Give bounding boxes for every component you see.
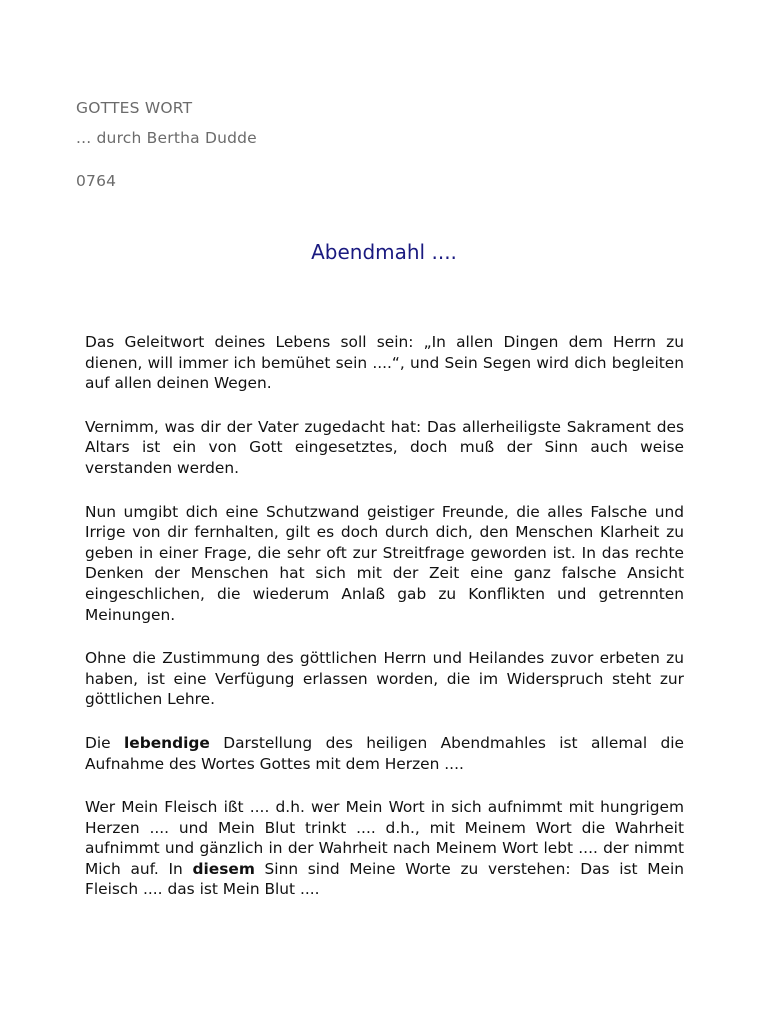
header-title: GOTTES WORT xyxy=(76,99,193,117)
paragraph-6-text-start: Wer Mein Fleisch ißt .... d.h. wer Mein Wort in sich aufnimmt mit hungrigem Herzen .... und Mein Blut trinkt .... d.h., mit Meinem Wort die Wahrheit aufnimmt und gänzlich in der Wahrheit nach Meinem Wort lebt .... der nimmt Mich auf. In xyxy=(85,798,684,878)
paragraph-2: Vernimm, was dir der Vater zugedacht hat: Das allerheiligste Sakrament des Altars ist ein von Gott eingesetztes, doch muß der Sinn auch weise verstanden werden. xyxy=(85,417,684,477)
paragraph-5 xyxy=(85,733,684,774)
paragraph-6-emphasis: diesem xyxy=(192,859,255,878)
document-title: Abendmahl .... xyxy=(311,240,457,264)
paragraph-5-text-start: Die xyxy=(85,733,124,752)
paragraph-1: Das Geleitwort deines Lebens soll sein: „In allen Dingen dem Herrn zu dienen, will immer ich bemühet sein ....“, und Sein Segen wird dich begleiten auf allen deinen Wegen. xyxy=(85,333,684,393)
document-body xyxy=(85,332,684,923)
header-number: 0764 xyxy=(76,172,117,190)
paragraph-5-emphasis: lebendige xyxy=(123,733,210,752)
paragraph-6-text-end: Sinn sind Meine Worte zu verstehen: Das ist Mein Fleisch .... das ist Mein Blut .... xyxy=(85,859,684,899)
paragraph-6 xyxy=(85,797,684,900)
header-author: ... durch Bertha Dudde xyxy=(76,129,257,147)
paragraph-3: Nun umgibt dich eine Schutzwand geistiger Freunde, die alles Falsche und Irrige von dir fernhalten, gilt es doch durch dich, den Menschen Klarheit zu geben in einer Frage, die sehr oft zur Streitfrage geworden ist. In das rechte Denken der Menschen hat sich mit der Zeit eine ganz falsche Ansicht eingeschlichen, die wiederum Anlaß gab zu Konflikten und getrennten Meinungen. xyxy=(85,502,684,624)
paragraph-5-text-end: Darstellung des heiligen Abendmahles ist allemal die Aufnahme des Wortes Gottes mit dem Herzen .... xyxy=(85,733,684,773)
paragraph-4: Ohne die Zustimmung des göttlichen Herrn und Heilandes zuvor erbeten zu haben, ist eine Verfügung erlassen worden, die im Widerspruch steht zur göttlichen Lehre. xyxy=(85,649,684,709)
